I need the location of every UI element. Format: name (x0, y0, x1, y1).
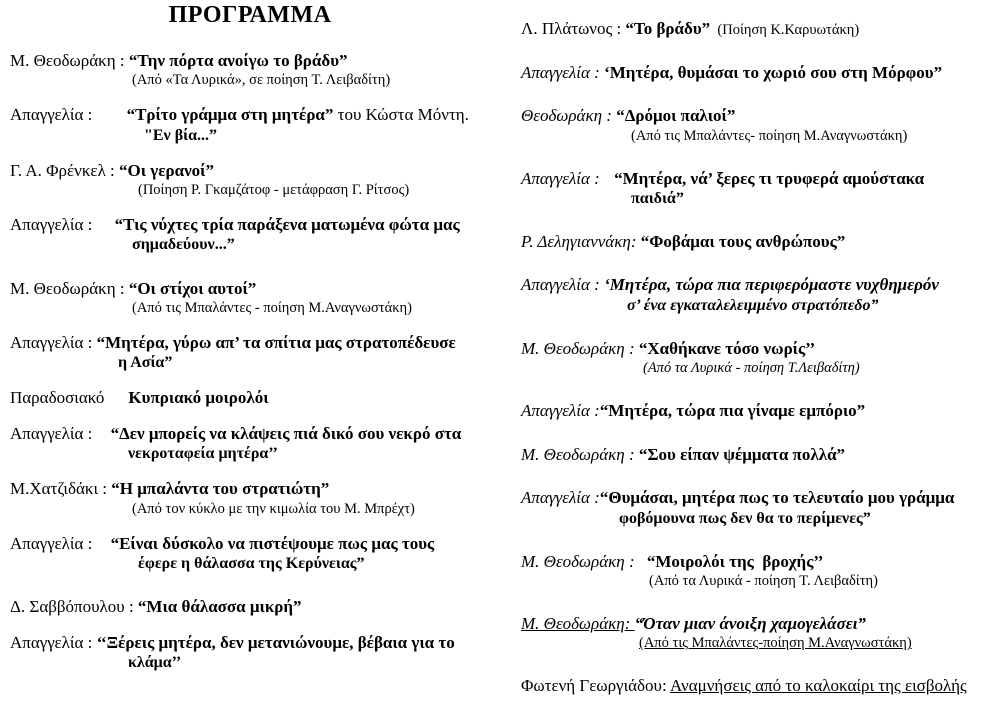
entry-continuation: "Εν βία...” (144, 126, 218, 144)
entry-work: ‘‘Ξέρεις μητέρα, δεν μετανιώνουμε, βέβαια για το (96, 632, 455, 652)
entry-performer: Απαγγελία : (521, 275, 605, 295)
entry-work: “Θυμάσαι, μητέρα πως το τελευταίο μου γράμμα (599, 488, 955, 508)
program-entry (10, 104, 497, 146)
program-entry (521, 338, 992, 378)
entry-performer: Γ. Α. Φρένκελ : (10, 160, 120, 180)
entry-line (521, 18, 992, 40)
entry-work: “Οι στίχοι αυτοί” (128, 278, 257, 298)
entry-line (521, 444, 992, 465)
entry-work: “Σου είπαν ψέμματα πολλά” (638, 444, 846, 464)
entry-line (521, 168, 992, 189)
entry-trailing-note: (Ποίηση Κ.Καρυωτάκη) (710, 22, 860, 38)
entry-work: Αναμνήσεις από το καλοκαίρι της εισβολής (670, 676, 967, 696)
entry-work: “Φοβάμαι τους ανθρώπους” (640, 232, 846, 252)
program-entry (521, 18, 992, 40)
entry-work: “Μητέρα, τώρα πια γίναμε εμπόριο” (599, 401, 866, 421)
entry-work: “Χαθήκανε τόσο νωρίς’’ (638, 339, 816, 359)
page-title: ΠΡΟΓΡΑΜΜΑ (168, 2, 332, 28)
entry-performer: Απαγγελία : (10, 423, 97, 443)
entry-note: (Από τον κύκλο με την κιμωλία του Μ. Μπρέχτ) (132, 500, 415, 517)
program-entry (10, 278, 497, 318)
entry-performer: Μ. Θεοδωράκη : (10, 278, 129, 298)
entry-continuation: κλάμα’’ (128, 654, 182, 672)
program-entry (10, 214, 497, 256)
entry-line (10, 596, 497, 617)
entry-performer: Απαγγελία : (521, 62, 605, 82)
entry-performer: Μ. Θεοδωράκη : (10, 51, 129, 70)
entry-performer: Απαγγελία : (521, 488, 600, 508)
entry-note: (Από «Τα Λυρικά», σε ποίηση Τ. Λειβαδίτη) (132, 72, 391, 89)
entry-line (521, 274, 992, 295)
entry-performer: Απαγγελία : (521, 168, 605, 188)
program-entry (10, 423, 497, 465)
entry-line (521, 613, 992, 634)
entry-line (521, 551, 992, 572)
entry-line (521, 231, 992, 252)
program-entry (521, 62, 992, 83)
entry-continuation: έφερε η θάλασσα της Κερύνειας” (138, 555, 365, 573)
program-entry (10, 387, 497, 408)
program-entry (521, 675, 992, 696)
entry-work: “Μητέρα, νά’ ξερες τι τρυφερά αμούστακα (614, 168, 925, 188)
entry-work: “Τρίτο γράμμα στη μητέρα” (126, 105, 334, 125)
entry-line (521, 62, 992, 83)
program-entry (10, 596, 497, 617)
entry-work: “Το βράδυ” (625, 19, 711, 38)
entry-performer: Απαγγελία : (10, 533, 97, 553)
entry-performer: Θεοδωράκη : (521, 106, 617, 126)
entry-trailing: του Κώστα Μόντη. (333, 105, 469, 125)
entry-line (521, 675, 992, 696)
program-entry (10, 533, 497, 575)
program-entry (10, 50, 497, 90)
entry-line (10, 50, 497, 71)
entry-continuation: νεκροταφεία μητέρα’’ (128, 445, 278, 463)
entry-work: “Μοιρολόι της βροχής’’ (646, 551, 824, 571)
entry-work: “Δεν μπορείς να κλάψεις πιά δικό σου νεκρό στα (110, 423, 462, 443)
entry-work: Κυπριακό μοιρολόι (128, 388, 269, 408)
program-entry (521, 105, 992, 145)
entry-work: “Μια θάλασσα μικρή” (137, 597, 302, 617)
program-entry (521, 613, 992, 653)
entry-line (521, 105, 992, 126)
entry-note: (Από τα Λυρικά - ποίηση Τ. Λειβαδίτη) (649, 573, 878, 590)
entry-line (10, 533, 497, 554)
entry-performer: Απαγγελία : (10, 105, 97, 125)
entry-performer: Απαγγελία : (10, 332, 97, 352)
entry-performer: Μ. Θεοδωράκη : (521, 551, 639, 571)
program-entry (521, 487, 992, 529)
entry-work: “Την πόρτα ανοίγω το βράδυ” (128, 51, 348, 70)
entry-performer: Μ. Θεοδωράκη : (521, 444, 639, 464)
entry-performer: Ρ. Δεληγιαννάκη: (521, 232, 641, 252)
entry-work: “Οι γερανοί” (119, 160, 214, 180)
program-entry (10, 160, 497, 200)
program-entry (521, 231, 992, 252)
entry-line (521, 400, 992, 421)
entry-note: (Από τις Μπαλάντες-ποίηση Μ.Αναγνωστάκη) (639, 635, 912, 652)
entry-continuation: σημαδεύουν...” (132, 236, 235, 254)
entry-line (10, 278, 497, 299)
entry-line (10, 478, 497, 499)
entry-work: “Είναι δύσκολο να πιστέψουμε πως μας τους (110, 533, 435, 553)
program-entry (521, 274, 992, 316)
program-entry (521, 551, 992, 591)
entry-work: “Η μπαλάντα του στρατιώτη” (111, 479, 330, 499)
entry-work: ‘Μητέρα, θυμάσαι το χωριό σου στη Μόρφου” (604, 62, 943, 82)
entry-performer: Μ. Θεοδωράκη : (521, 339, 639, 359)
program-entry (521, 400, 992, 421)
entry-line (521, 338, 992, 359)
entry-performer: Μ. Θεοδωράκη: (521, 613, 635, 633)
entry-performer: Απαγγελία : (521, 401, 600, 421)
entry-work: “Τις νύχτες τρία παράξενα ματωμένα φώτα μας (114, 215, 460, 235)
program-entry (521, 444, 992, 465)
entry-note: (Από τα Λυρικά - ποίηση Τ.Λειβαδίτη) (643, 360, 860, 377)
entry-line (10, 387, 497, 408)
entry-work: “Δρόμοι παλιοί” (616, 106, 736, 126)
entry-performer: Απαγγελία : (10, 215, 97, 235)
entry-continuation: σ’ ένα εγκαταλελειμμένο στρατόπεδο” (627, 296, 879, 314)
entry-performer: Απαγγελία : (10, 632, 97, 652)
program-entry (10, 478, 497, 518)
left-column (0, 0, 505, 687)
entry-work: “Μητέρα, γύρω απ’ τα σπίτια μας στρατοπέδευσε (96, 332, 456, 352)
entry-performer: Λ. Πλάτωνος : (521, 19, 626, 38)
entry-work: ‘Μητέρα, τώρα πια περιφερόμαστε νυχθημερόν (604, 275, 939, 295)
right-column (505, 0, 1000, 711)
entry-line (521, 487, 992, 508)
entry-line (10, 160, 497, 181)
entry-performer: Φωτενή Γεωργιάδου: (521, 676, 671, 696)
entry-line (10, 332, 497, 353)
entry-note: (Ποίηση Ρ. Γκαμζάτοφ - μετάφραση Γ. Ρίτσος) (138, 182, 410, 199)
entry-continuation: παιδιά” (631, 189, 684, 207)
entry-line (10, 214, 497, 235)
entry-line (10, 104, 497, 125)
entry-continuation: φοβόμουνα πως δεν θα το περίμενες” (619, 509, 871, 527)
entry-line (10, 632, 497, 653)
entry-continuation: η Ασία” (118, 354, 173, 372)
program-entry (10, 632, 497, 674)
entry-performer: Δ. Σαββόπουλου : (10, 597, 138, 617)
entry-performer: Παραδοσιακό (10, 388, 105, 408)
entry-note: (Από τις Μπαλάντες - ποίηση Μ.Αναγνωστάκη) (132, 300, 412, 317)
program-entry (521, 168, 992, 210)
entry-performer: Μ.Χατζιδάκι : (10, 479, 112, 499)
entry-line (10, 423, 497, 444)
entry-note: (Από τις Μπαλάντες- ποίηση Μ.Αναγνωστάκη) (631, 127, 908, 144)
entry-work: “Όταν μιαν άνοιξη χαμογελάσει” (634, 613, 866, 633)
program-entry (10, 332, 497, 374)
